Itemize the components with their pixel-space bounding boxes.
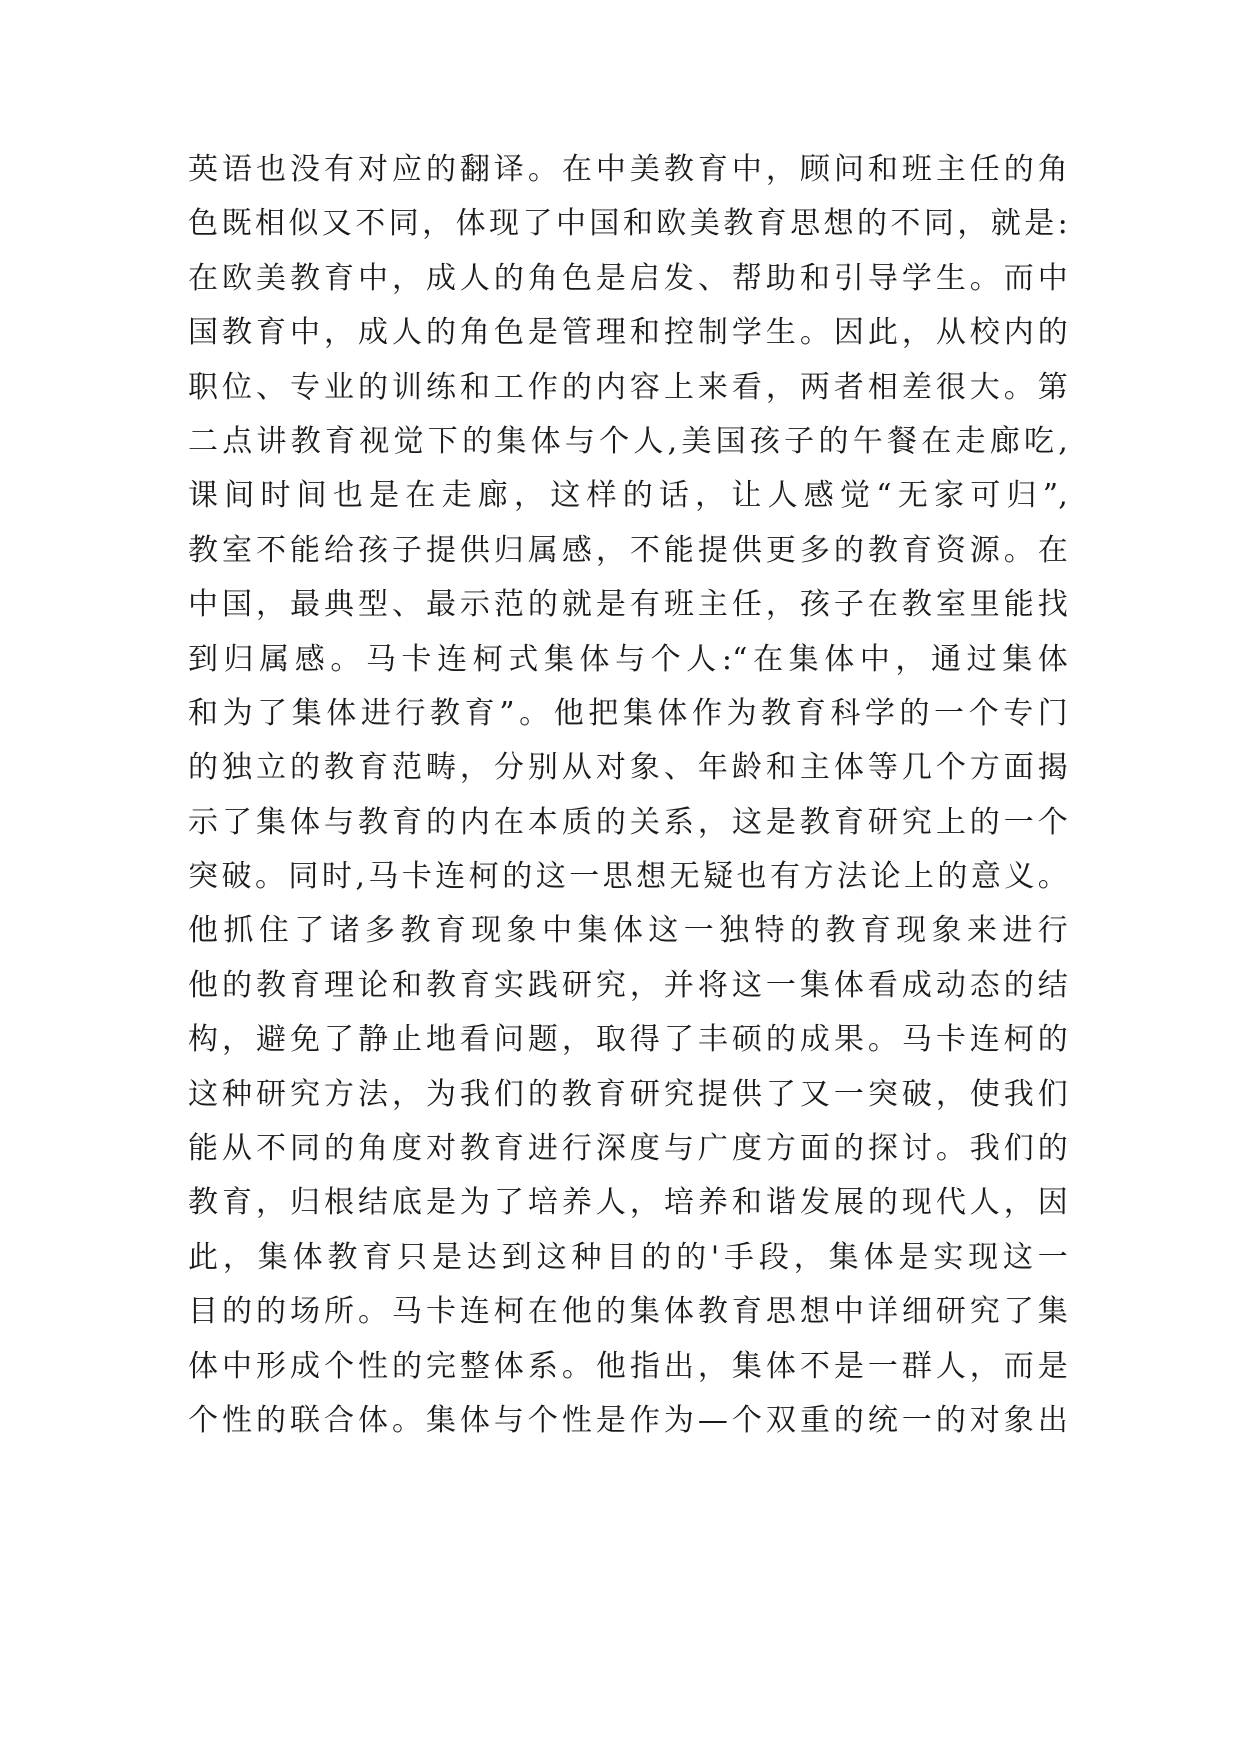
body-text	[188, 143, 1068, 1448]
text-line: 中国，最典型、最示范的就是有班主任，孩子在教室里能找	[188, 587, 1068, 623]
text-line: 和为了集体进行教育”。他把集体作为教育科学的一个专门	[188, 695, 1068, 731]
text-line: 教室不能给孩子提供归属感，不能提供更多的教育资源。在	[188, 532, 1068, 568]
text-line: 他的教育理论和教育实践研究，并将这一集体看成动态的结	[188, 967, 1068, 1003]
text-line: 二点讲教育视觉下的集体与个人,美国孩子的午餐在走廊吃,	[188, 423, 1068, 459]
text-line: 体中形成个性的完整体系。他指出，集体不是一群人，而是	[188, 1348, 1068, 1384]
text-line: 课间时间也是在走廊，这样的话，让人感觉“无家可归”,	[188, 478, 1068, 514]
text-line: 能从不同的角度对教育进行深度与广度方面的探讨。我们的	[188, 1131, 1068, 1167]
text-line: 国教育中，成人的角色是管理和控制学生。因此，从校内的	[188, 315, 1068, 351]
text-line: 此，集体教育只是达到这种目的的'手段，集体是实现这一	[188, 1239, 1068, 1275]
text-line: 的独立的教育范畴，分别从对象、年龄和主体等几个方面揭	[188, 750, 1068, 786]
text-line: 他抓住了诸多教育现象中集体这一独特的教育现象来进行	[188, 913, 1068, 949]
text-line: 教育，归根结底是为了培养人，培养和谐发展的现代人，因	[188, 1185, 1068, 1221]
text-line: 到归属感。马卡连柯式集体与个人:“在集体中，通过集体	[188, 641, 1068, 677]
text-line: 目的的场所。马卡连柯在他的集体教育思想中详细研究了集	[188, 1294, 1068, 1330]
text-line: 构，避免了静止地看问题，取得了丰硕的成果。马卡连柯的	[188, 1022, 1068, 1058]
text-line: 职位、专业的训练和工作的内容上来看，两者相差很大。第	[188, 369, 1068, 405]
text-line: 这种研究方法，为我们的教育研究提供了又一突破，使我们	[188, 1076, 1068, 1112]
text-line: 突破。同时,马卡连柯的这一思想无疑也有方法论上的意义。	[188, 859, 1068, 895]
text-line: 个性的联合体。集体与个性是作为—个双重的统一的对象出	[188, 1402, 1068, 1438]
text-line: 色既相似又不同，体现了中国和欧美教育思想的不同，就是:	[188, 206, 1068, 242]
text-line: 示了集体与教育的内在本质的关系，这是教育研究上的一个	[188, 804, 1068, 840]
text-line: 英语也没有对应的翻译。在中美教育中，顾问和班主任的角	[188, 152, 1068, 187]
text-line: 在欧美教育中，成人的角色是启发、帮助和引导学生。而中	[188, 260, 1068, 296]
